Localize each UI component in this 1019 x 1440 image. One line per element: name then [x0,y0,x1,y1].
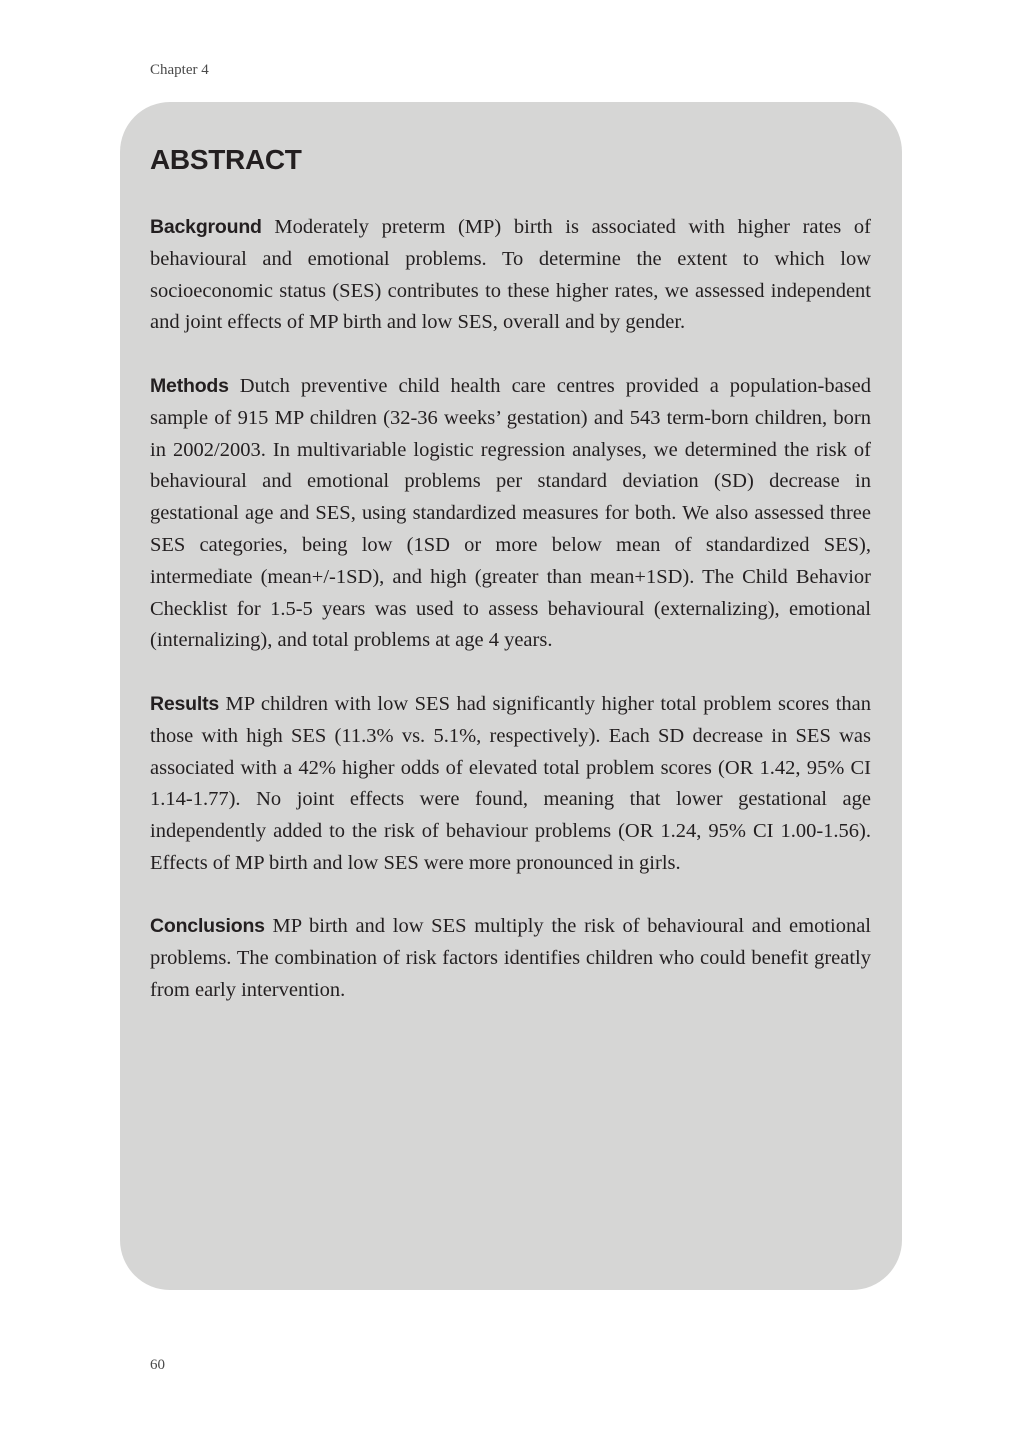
section-text-results: MP children with low SES had significantly higher total problem scores than those with high SES (11.3% vs. 5.1%, respectively). Each SD decrease in SES was associated with a 42% higher odds of elevated total problem scores (OR 1.42, 95% CI 1.14-1.77). No joint effects were found, meaning that lower gestational age independently added to the risk of behaviour problems (OR 1.24, 95% CI 1.00-1.56). Effects of MP birth and low SES were more pronounced in girls. [150,693,872,874]
section-label-results: Results [150,693,220,715]
section-label-background: Background [150,216,262,238]
running-head: Chapter 4 [150,62,209,78]
abstract-section-background [150,212,871,339]
section-label-conclusions: Conclusions [150,915,265,937]
abstract-section-conclusions [150,911,871,1006]
page-number: 60 [150,1357,165,1373]
section-text-methods: Dutch preventive child health care centres provided a population-based sample of 915 MP children (32-36 weeks’ gestation) and 543 term-born children, born in 2002/2003. In multivariable logistic regression analyses, we determined the risk of behavioural and emotional problems per standard deviation (SD) decrease in gestational age and SES, using standardized measures for both. We also assessed three SES categories, being low (1SD or more below mean of standardized SES), intermediate (mean+/-1SD), and high (greater than mean+1SD). The Child Behavior Checklist for 1.5-5 years was used to assess behavioural (externalizing), emotional (internalizing), and total problems at age 4 years. [150,375,871,652]
section-text-background: Moderately preterm (MP) birth is associated with higher rates of behavioural and emotional problems. To determine the extent to which low socioeconomic status (SES) contributes to these higher rates, we assessed independent and joint effects of MP birth and low SES, overall and by gender. [150,216,871,334]
section-text-conclusions: MP birth and low SES multiply the risk of behavioural and emotional problems. The combination of risk factors identifies children who could benefit greatly from early intervention. [150,915,871,1001]
abstract-title: ABSTRACT [150,144,302,175]
section-label-methods: Methods [150,375,229,397]
abstract-section-methods [150,371,871,657]
abstract-section-results [150,689,871,880]
